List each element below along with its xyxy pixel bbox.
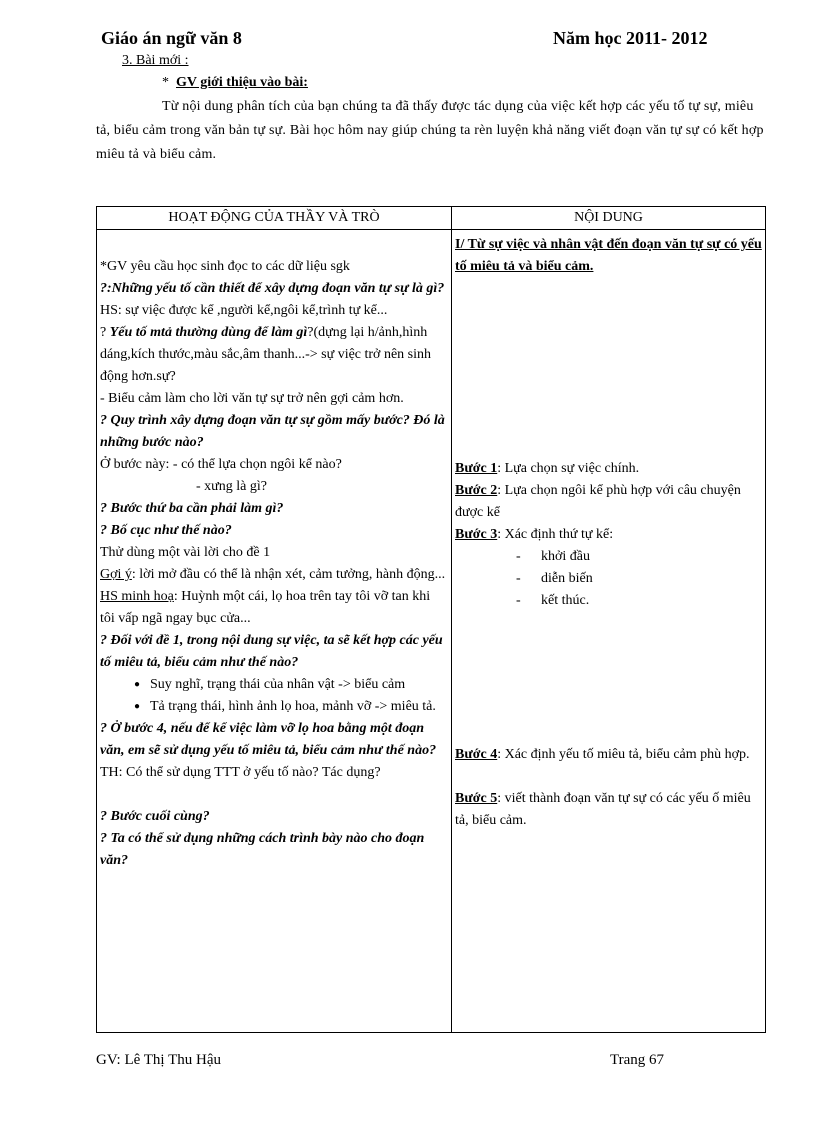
- question-bold: Yếu tố mtả thường dùng để làm gì: [109, 325, 308, 340]
- spacer: [455, 766, 762, 788]
- lesson-table: [96, 206, 766, 1033]
- step-text: : Lựa chọn sự việc chính.: [497, 461, 640, 476]
- hint-text: : lời mở đầu có thể là nhận xét, cảm tưởng, hành động...: [131, 567, 446, 582]
- header-content: NỘI DUNG: [452, 207, 766, 230]
- intro-heading-text: GV giới thiệu vào bài:: [176, 75, 308, 90]
- intro-paragraph: Từ nội dung phân tích của bạn chúng ta đã thấy được tác dụng của việc kết hợp các yếu tố tự sự, miêu tả, biểu cảm trong văn bản tự sự. Bài học hôm nay giúp chúng ta rèn luyện khả năng viết đoạn văn tự sự có kết hợp miêu tả và biểu cảm.: [96, 99, 764, 162]
- activity-line: *GV yêu cầu học sinh đọc to các dữ liệu sgk: [100, 259, 350, 274]
- question-prefix: ?: [100, 325, 110, 340]
- step-text: : Lựa chọn ngôi kể phù hợp với câu chuyện được kể: [455, 483, 741, 520]
- spacer: [100, 784, 448, 806]
- question: ? Đối với đề 1, trong nội dung sự việc, ta sẽ kết hợp các yếu tố miêu tả, biểu cảm như thế nào?: [100, 633, 443, 670]
- order-item: - khởi đầu: [455, 546, 762, 568]
- hint: [100, 564, 448, 586]
- header-activities: HOẠT ĐỘNG CỦA THẦY VÀ TRÒ: [97, 207, 452, 230]
- step-text: : Xác định thứ tự kể:: [497, 527, 614, 542]
- step-label: Bước 2: [455, 483, 498, 498]
- answer: - xưng là gì?: [196, 479, 267, 494]
- answer: - Biểu cảm làm cho lời văn tự sự trở nên gợi cảm hơn.: [100, 391, 404, 406]
- hint-label: Gợi ý: [100, 567, 132, 582]
- question: ? Bước cuối cùng?: [100, 809, 210, 824]
- spacer: [455, 612, 762, 744]
- question-rest: ?(dựng lại h/ảnh,hình dáng,kích thước,màu sắc,âm thanh...-> sự việc trở nên sinh động hơn.sự?: [100, 325, 432, 384]
- step: [455, 788, 762, 832]
- question: ? Ở bước 4, nếu để kể việc làm vỡ lọ hoa bằng một đoạn văn, em sẽ sử dụng yếu tố miêu tả, biểu cảm như thế nào?: [100, 721, 437, 758]
- step: [455, 480, 762, 524]
- order-item: - diễn biến: [455, 568, 762, 590]
- intro-bullet: *: [162, 75, 169, 90]
- step-label: Bước 3: [455, 527, 498, 542]
- question-mixed: [100, 322, 448, 388]
- answer: HS: sự việc được kể ,người kể,ngôi kể,trình tự kể...: [100, 303, 388, 318]
- footer-teacher: GV: Lê Thị Thu Hậu: [96, 1052, 221, 1068]
- step: [455, 524, 762, 546]
- spacer: [455, 278, 762, 458]
- step: [455, 458, 762, 480]
- content-heading: I/ Từ sự việc và nhân vật đến đoạn văn tự sự có yếu tố miêu tả và biểu cảm.: [455, 237, 762, 274]
- intro-heading: [162, 75, 308, 91]
- bullet-item: ● Tả trạng thái, hình ảnh lọ hoa, mảnh vỡ -> miêu tả.: [100, 696, 448, 718]
- order-item: - kết thúc.: [455, 590, 762, 612]
- step-label: Bước 4: [455, 747, 498, 762]
- student-demo: [100, 586, 448, 630]
- answer: Thử dùng một vài lời cho đề 1: [100, 545, 271, 560]
- activities-cell: [97, 230, 452, 1033]
- question: ? Quy trình xây dựng đoạn văn tự sự gồm mấy bước? Đó là những bước nào?: [100, 413, 445, 450]
- table-header-row: [97, 207, 766, 230]
- intro-block: [96, 95, 766, 167]
- doc-header-year: Năm học 2011- 2012: [553, 28, 708, 48]
- step-label: Bước 5: [455, 791, 498, 806]
- bullet-item: ● Suy nghĩ, trạng thái của nhân vật -> biểu cảm: [100, 674, 448, 696]
- answer: TH: Có thể sử dụng TTT ở yếu tố nào? Tác dụng?: [100, 765, 381, 780]
- doc-header-subject: Giáo án ngữ văn 8: [101, 28, 242, 48]
- step: [455, 744, 762, 766]
- question: ? Ta có thể sử dụng những cách trình bày nào cho đoạn văn?: [100, 831, 425, 868]
- content-cell: [452, 230, 766, 1033]
- step-text: : viết thành đoạn văn tự sự có các yếu ố miêu tả, biểu cảm.: [455, 791, 751, 828]
- demo-text: : Huỳnh một cái, lọ hoa trên tay tôi vỡ tan khi tôi vấp ngã ngay bục cửa...: [100, 589, 431, 626]
- footer-page: Trang 67: [610, 1052, 665, 1068]
- question: ? Bước thứ ba cần phải làm gì?: [100, 501, 284, 516]
- step-text: : Xác định yếu tố miêu tả, biểu cảm phù hợp.: [497, 747, 750, 762]
- question: ?:Những yếu tố cần thiết để xây dựng đoạn văn tự sự là gì?: [100, 281, 445, 296]
- lesson-section-heading: 3. Bài mới :: [122, 53, 189, 68]
- demo-label: HS minh hoạ: [100, 589, 174, 604]
- step-label: Bước 1: [455, 461, 498, 476]
- answer: Ở bước này: - có thể lựa chọn ngôi kể nào?: [100, 457, 342, 472]
- table-body-row: [97, 230, 766, 1033]
- question: ? Bố cục như thế nào?: [100, 523, 232, 538]
